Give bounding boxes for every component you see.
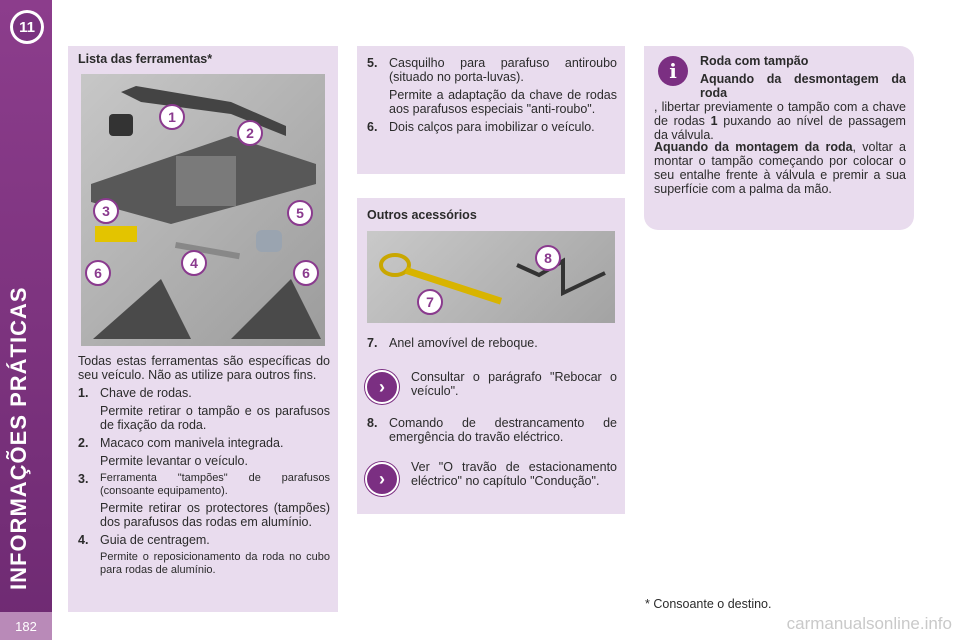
reference-towing: Consultar o parágrafo "Rebocar o veículo". bbox=[411, 370, 617, 398]
info-icon: i bbox=[658, 56, 688, 86]
item-number: 2. bbox=[78, 436, 89, 450]
callout-8: 8 bbox=[535, 245, 561, 271]
accessories-illustration bbox=[367, 231, 615, 323]
accessories-heading: Outros acessórios bbox=[367, 208, 477, 222]
item-title: Casquilho para parafuso antiroubo (situado no porta-luvas). bbox=[389, 56, 617, 84]
accessory-item-7 bbox=[367, 336, 617, 350]
removal-number: 1 bbox=[710, 114, 718, 128]
tool-item-2 bbox=[78, 436, 330, 468]
antitheft-socket-shape bbox=[256, 230, 282, 252]
item-number: 1. bbox=[78, 386, 89, 400]
item-title: Anel amovível de reboque. bbox=[389, 336, 538, 350]
callout-1: 1 bbox=[159, 104, 185, 130]
item-desc: Permite retirar o tampão e os parafusos de fixação da roda. bbox=[100, 404, 330, 432]
tool-item-3 bbox=[78, 472, 330, 529]
release-handle-shape bbox=[517, 261, 605, 293]
callout-7: 7 bbox=[417, 289, 443, 315]
fitting-text: , voltar a montar o tampão começando por colocar o seu entalhe frente à válvula e premir a sua superfície com a palma da mão. bbox=[654, 140, 906, 196]
tools-panel bbox=[68, 46, 338, 612]
item-desc: Permite levantar o veículo. bbox=[100, 454, 248, 468]
items-5-6-panel bbox=[357, 46, 625, 174]
removal-text-2: puxando ao nível de passagem da válvula. bbox=[654, 114, 906, 142]
item-title: Macaco com manivela integrada. bbox=[100, 436, 284, 450]
chevron-right-icon: › bbox=[365, 462, 399, 496]
removal-text: , libertar previamente o tampão com a chave de rodas bbox=[654, 100, 906, 128]
chock-left-shape bbox=[93, 279, 191, 339]
accessories-panel bbox=[357, 198, 625, 514]
item-title: Chave de rodas. bbox=[100, 386, 192, 400]
chevron-right-icon: › bbox=[365, 370, 399, 404]
callout-3: 3 bbox=[93, 198, 119, 224]
chapter-number: 11 bbox=[13, 13, 41, 41]
jack-body-shape bbox=[176, 156, 236, 206]
chapter-sidebar bbox=[0, 0, 52, 640]
item-number: 6. bbox=[367, 120, 378, 134]
tool-item-1 bbox=[78, 386, 330, 432]
footnote: * Consoante o destino. bbox=[645, 597, 772, 611]
watermark: carmanualsonline.info bbox=[786, 614, 952, 633]
item-desc: Permite a adaptação da chave de rodas aos parafusos especiais "anti-roubo". bbox=[389, 88, 617, 116]
chapter-title: INFORMAÇÕES PRÁTICAS bbox=[6, 286, 31, 590]
chapter-badge bbox=[10, 10, 44, 44]
item-desc: Permite retirar os protectores (tampões) dos parafusos das rodas em alumínio. bbox=[100, 501, 330, 529]
callout-5: 5 bbox=[287, 200, 313, 226]
info-removal-text bbox=[654, 72, 906, 142]
tools-text bbox=[78, 354, 330, 576]
tools-intro: Todas estas ferramentas são específicas do seu veículo. Não as utilize para outros fins. bbox=[78, 354, 330, 382]
item-number: 5. bbox=[367, 56, 378, 70]
item-number: 7. bbox=[367, 336, 378, 350]
tool-item-6 bbox=[367, 120, 617, 134]
fitting-title: Aquando da montagem da roda bbox=[654, 140, 853, 154]
cap-tool-shape bbox=[95, 226, 137, 242]
wheel-cap-info-panel bbox=[644, 46, 914, 230]
reference-parking-brake: Ver "O travão de estacionamento eléctrico" no capítulo "Condução". bbox=[411, 460, 617, 488]
page-number: 182 bbox=[0, 612, 52, 640]
item-desc: Permite o reposicionamento da roda no cubo para rodas de alumínio. bbox=[100, 551, 330, 576]
socket-shape bbox=[109, 114, 133, 136]
callout-2: 2 bbox=[237, 120, 263, 146]
tools-photo bbox=[81, 74, 325, 346]
item-number: 8. bbox=[367, 416, 378, 430]
item-title: Ferramenta "tampões" de parafusos (consoante equipamento). bbox=[100, 472, 330, 497]
tools-heading: Lista das ferramentas* bbox=[78, 52, 213, 66]
item-title: Dois calços para imobilizar o veículo. bbox=[389, 120, 595, 134]
callout-6-left: 6 bbox=[85, 260, 111, 286]
tow-ring-eye-shape bbox=[381, 255, 409, 275]
info-fitting-text bbox=[654, 140, 906, 196]
callout-6-right: 6 bbox=[293, 260, 319, 286]
tool-item-4 bbox=[78, 533, 330, 576]
callout-4: 4 bbox=[181, 250, 207, 276]
item-number: 3. bbox=[78, 472, 89, 486]
item-title: Comando de destrancamento de emergência do travão eléctrico. bbox=[389, 416, 617, 444]
tool-item-5 bbox=[367, 56, 617, 116]
item-title: Guia de centragem. bbox=[100, 533, 210, 547]
item-number: 4. bbox=[78, 533, 89, 547]
accessory-item-8 bbox=[367, 416, 617, 444]
chock-right-shape bbox=[231, 279, 321, 339]
removal-title: Aquando da desmontagem da roda bbox=[700, 72, 906, 100]
info-heading: Roda com tampão bbox=[700, 54, 809, 68]
accessories-photo bbox=[367, 231, 615, 323]
